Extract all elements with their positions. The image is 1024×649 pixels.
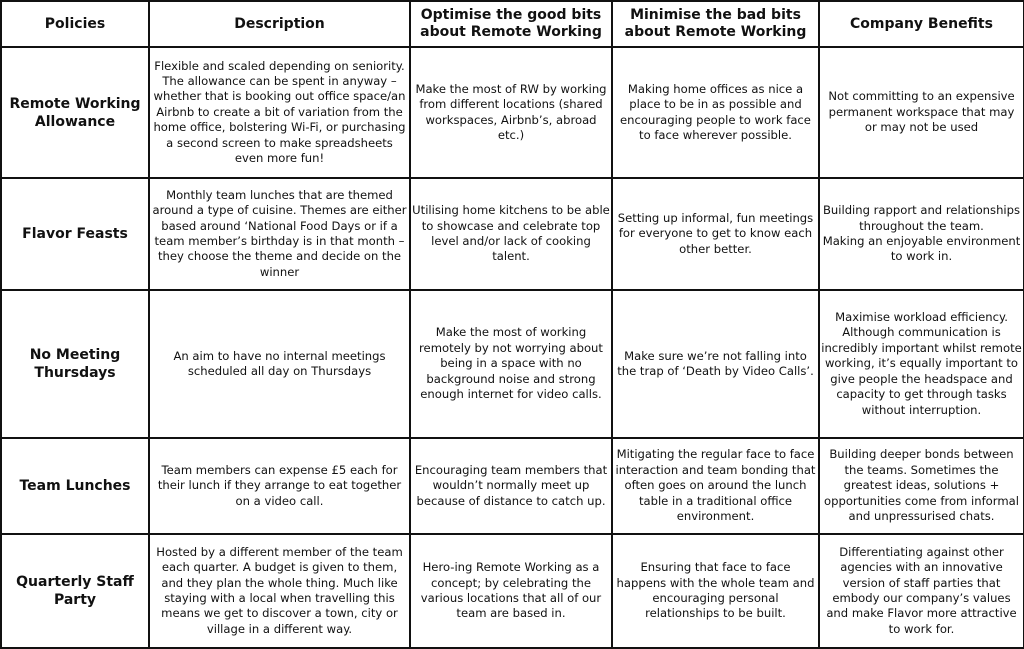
- optimise-cell: Hero-ing Remote Working as a concept; by celebrating the various locations that all of our team are based in.: [410, 534, 612, 648]
- policy-name: Remote Working Allowance: [1, 47, 149, 178]
- minimise-cell: Mitigating the regular face to face interaction and team bonding that often goes on around the lunch table in a traditional office environment.: [612, 438, 819, 534]
- optimise-cell: Encouraging team members that wouldn’t normally meet up because of distance to catch up.: [410, 438, 612, 534]
- description-cell: Team members can expense £5 each for their lunch if they arrange to eat together on a video call.: [149, 438, 410, 534]
- header-company-benefits: Company Benefits: [819, 1, 1024, 47]
- benefits-cell: Maximise workload efficiency. Although communication is incredibly important whilst remote working, it’s equally important to give people the headspace and capacity to get through tasks without interruption.: [819, 290, 1024, 438]
- table-row: [1, 47, 1024, 178]
- minimise-cell: Making home offices as nice a place to be in as possible and encouraging people to work face to face wherever possible.: [612, 47, 819, 178]
- benefits-cell: Differentiating against other agencies with an innovative version of staff parties that embody our company’s values and make Flavor more attractive to work for.: [819, 534, 1024, 648]
- policy-name: No Meeting Thursdays: [1, 290, 149, 438]
- table-row: [1, 290, 1024, 438]
- header-minimise: Minimise the bad bits about Remote Working: [612, 1, 819, 47]
- benefits-cell: Building deeper bonds between the teams. Sometimes the greatest ideas, solutions + opportunities come from informal and unpressurised chats.: [819, 438, 1024, 534]
- description-cell: Hosted by a different member of the team each quarter. A budget is given to them, and they plan the whole thing. Much like staying with a local when travelling this means we get to discover a town, city or village in a different way.: [149, 534, 410, 648]
- header-description: Description: [149, 1, 410, 47]
- description-cell: Flexible and scaled depending on seniority. The allowance can be spent in anyway – whether that is booking out office space/an Airbnb to create a bit of variation from the home office, bolstering Wi-Fi, or purchasing a second screen to make spreadsheets even more fun!: [149, 47, 410, 178]
- header-policies: Policies: [1, 1, 149, 47]
- table-row: [1, 438, 1024, 534]
- minimise-cell: Ensuring that face to face happens with the whole team and encouraging personal relationships to be built.: [612, 534, 819, 648]
- header-optimise: Optimise the good bits about Remote Working: [410, 1, 612, 47]
- table-row: [1, 178, 1024, 290]
- policy-name: Flavor Feasts: [1, 178, 149, 290]
- optimise-cell: Make the most of RW by working from different locations (shared workspaces, Airbnb’s, abroad etc.): [410, 47, 612, 178]
- minimise-cell: Setting up informal, fun meetings for everyone to get to know each other better.: [612, 178, 819, 290]
- description-cell: An aim to have no internal meetings scheduled all day on Thursdays: [149, 290, 410, 438]
- benefits-cell: Not committing to an expensive permanent workspace that may or may not be used: [819, 47, 1024, 178]
- policy-name: Team Lunches: [1, 438, 149, 534]
- optimise-cell: Make the most of working remotely by not worrying about being in a space with no background noise and strong enough internet for video calls.: [410, 290, 612, 438]
- optimise-cell: Utilising home kitchens to be able to showcase and celebrate top level and/or lack of cooking talent.: [410, 178, 612, 290]
- policy-name: Quarterly Staff Party: [1, 534, 149, 648]
- header-row: [1, 1, 1024, 47]
- description-cell: Monthly team lunches that are themed around a type of cuisine. Themes are either based around ‘National Food Days or if a team member’s birthday is in that month – they choose the theme and decide on the winner: [149, 178, 410, 290]
- benefits-cell: Building rapport and relationships throughout the team. Making an enjoyable environment to work in.: [819, 178, 1024, 290]
- table-row: [1, 534, 1024, 648]
- minimise-cell: Make sure we’re not falling into the trap of ‘Death by Video Calls’.: [612, 290, 819, 438]
